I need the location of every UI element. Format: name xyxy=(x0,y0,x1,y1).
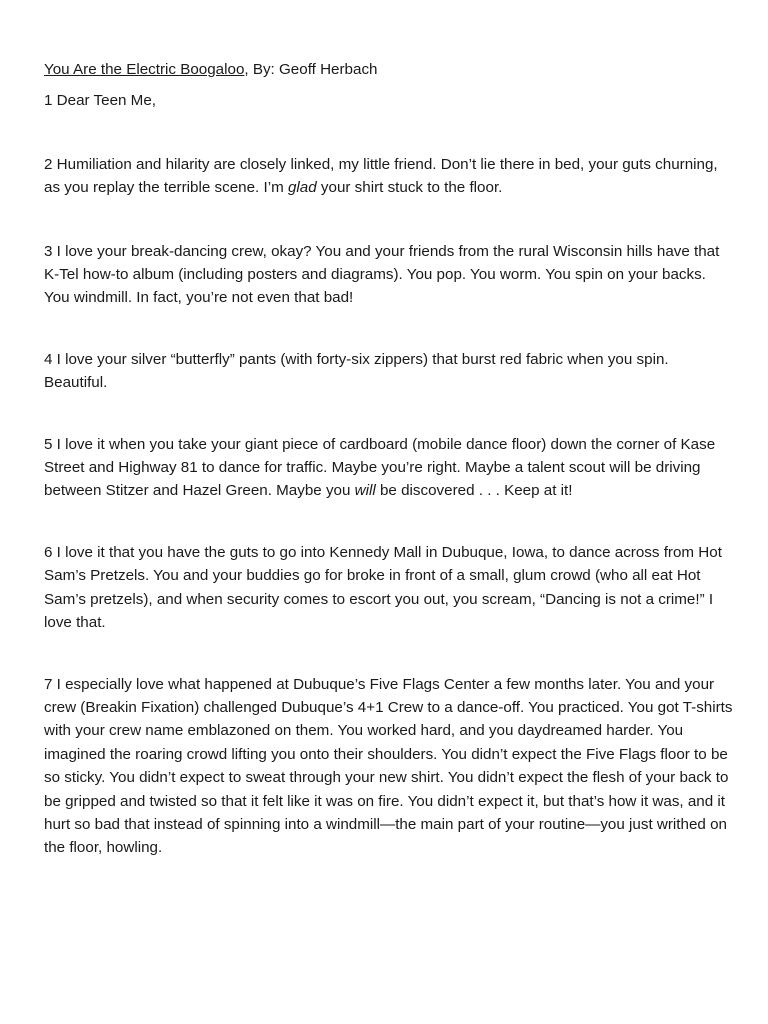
paragraph-7: 7 I especially love what happened at Dubuque’s Five Flags Center a few months later. You and your crew (Breakin Fixation) challenged Dubuque’s 4+1 Crew to a dance-off. You practiced. You got T-shirts with your crew name emblazoned on them. You worked hard, and you daydreamed harder. You imagined the roaring crowd lifting you onto their shoulders. You didn’t expect the Five Flags floor to be so sticky. You didn’t expect to sweat through your new shirt. You didn’t expect the flesh of your back to be gripped and twisted so that it felt like it was on fire. You didn’t expect it, but that’s how it was, and it hurt so bad that instead of spinning into a windmill—the main part of your routine—you just writhed on the floor, howling. xyxy=(44,675,733,857)
paragraph-3: 3 I love your break-dancing crew, okay? You and your friends from the rural Wisconsin hills have that K-Tel how-to album (including posters and diagrams). You pop. You worm. You spin on your backs. You windmill. In fact, you’re not even that bad! xyxy=(44,242,720,307)
paragraph-2 xyxy=(44,153,734,200)
paragraph-2-emphasis: glad xyxy=(287,179,317,197)
byline: , By: Geoff Herbach xyxy=(244,61,378,78)
document-page xyxy=(44,58,734,860)
paragraph-5-text-b: be discovered . . . Keep at it! xyxy=(375,482,573,500)
greeting-paragraph: 1 Dear Teen Me, xyxy=(44,92,156,110)
paragraph-5-emphasis: will xyxy=(354,482,376,500)
paragraph-5-text-a: 5 I love it when you take your giant piece of cardboard (mobile dance floor) down the corner of Kase Street and Highway 81 to dance for traffic. Maybe you’re right. Maybe a talent scout will be driving between Stitzer and Hazel Green. Maybe you xyxy=(44,435,716,500)
title-line xyxy=(44,58,734,81)
paragraph-4: 4 I love your silver “butterfly” pants (with forty-six zippers) that burst red fabric when you spin. Beautiful. xyxy=(44,350,669,392)
document-title: You Are the Electric Boogaloo xyxy=(44,61,245,78)
paragraph-2-text-b: your shirt stuck to the floor. xyxy=(316,179,503,197)
paragraph-2-text-a: 2 Humiliation and hilarity are closely linked, my little friend. Don’t lie there in bed, your guts churning, as you replay the terrible scene. I’m xyxy=(44,155,718,197)
paragraph-5 xyxy=(44,433,734,503)
paragraph-6: 6 I love it that you have the guts to go into Kennedy Mall in Dubuque, Iowa, to dance across from Hot Sam’s Pretzels. You and your buddies go for broke in front of a small, glum crowd (who all eat Hot Sam’s pretzels), and when security comes to escort you out, you scream, “Dancing is not a crime!” I love that. xyxy=(44,543,722,632)
